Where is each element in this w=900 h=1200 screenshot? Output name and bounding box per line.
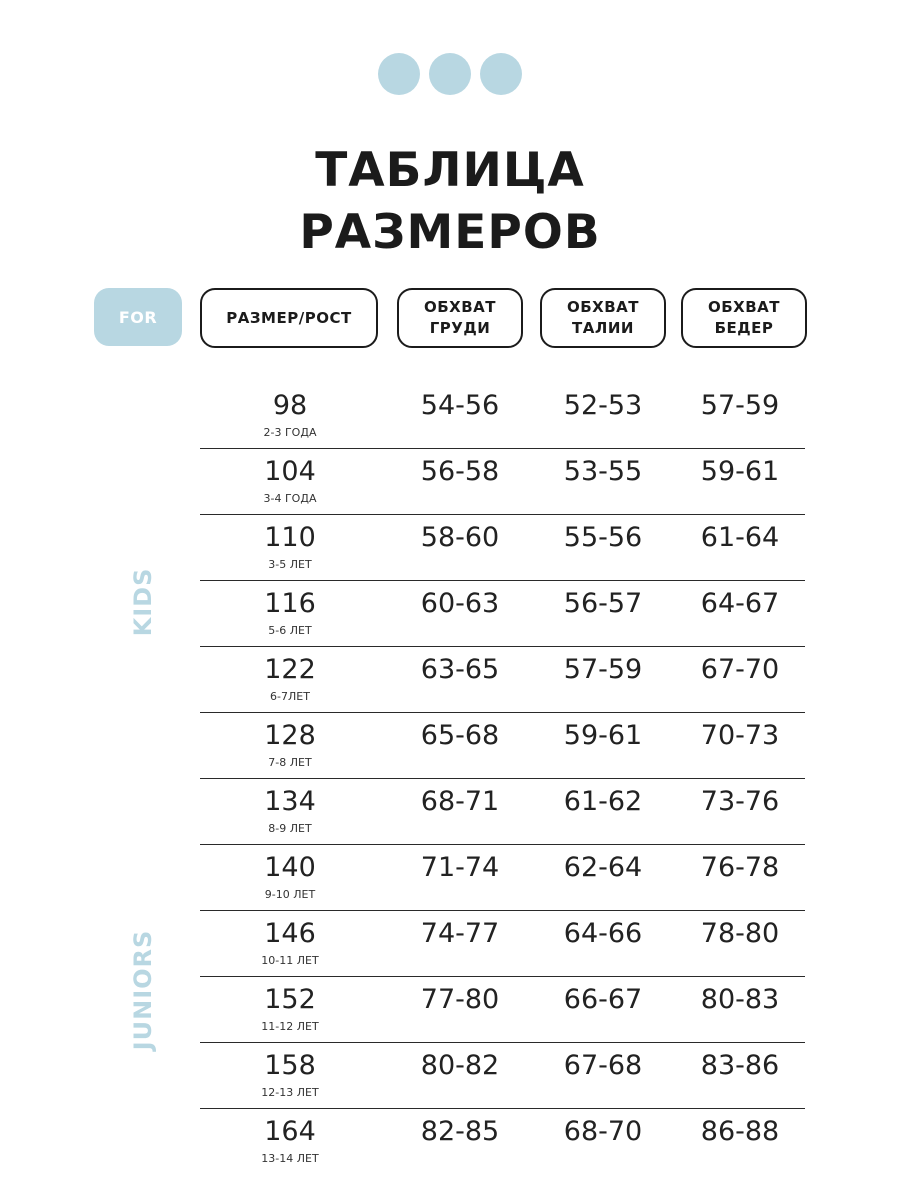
size-value: 116 bbox=[264, 588, 316, 619]
header-waist-label: ОБХВАТ ТАЛИИ bbox=[566, 298, 640, 337]
chest-value: 80-82 bbox=[420, 1050, 500, 1081]
decorative-dots bbox=[378, 53, 524, 95]
chest-value: 74-77 bbox=[420, 918, 500, 949]
waist-value: 64-66 bbox=[563, 918, 643, 949]
table-row bbox=[200, 581, 805, 647]
table-row bbox=[200, 911, 805, 977]
size-value: 128 bbox=[264, 720, 316, 751]
chest-value: 63-65 bbox=[420, 654, 500, 685]
chest-value: 54-56 bbox=[420, 390, 500, 421]
waist-value: 62-64 bbox=[563, 852, 643, 883]
size-value: 140 bbox=[264, 852, 316, 883]
dot-icon bbox=[480, 53, 522, 95]
header-size bbox=[200, 288, 378, 348]
header-chest bbox=[397, 288, 523, 348]
size-value: 110 bbox=[264, 522, 316, 553]
dot-icon bbox=[429, 53, 471, 95]
header-size-label: РАЗМЕР/РОСТ bbox=[226, 308, 352, 327]
size-value: 164 bbox=[264, 1116, 316, 1147]
age-value: 13-14 ЛЕТ bbox=[261, 1152, 319, 1165]
age-value: 8-9 ЛЕТ bbox=[268, 822, 312, 835]
chest-value: 77-80 bbox=[420, 984, 500, 1015]
size-table bbox=[200, 383, 805, 1175]
age-value: 2-3 ГОДА bbox=[263, 426, 317, 439]
age-value: 7-8 ЛЕТ bbox=[268, 756, 312, 769]
size-value: 104 bbox=[264, 456, 316, 487]
size-value: 122 bbox=[264, 654, 316, 685]
waist-value: 55-56 bbox=[563, 522, 643, 553]
hips-value: 80-83 bbox=[700, 984, 780, 1015]
chest-value: 60-63 bbox=[420, 588, 500, 619]
for-tag: FOR bbox=[94, 288, 182, 346]
age-value: 11-12 ЛЕТ bbox=[261, 1020, 319, 1033]
waist-value: 67-68 bbox=[563, 1050, 643, 1081]
header-hips-label: ОБХВАТ БЕДЕР bbox=[707, 298, 781, 337]
waist-value: 66-67 bbox=[563, 984, 643, 1015]
size-value: 134 bbox=[264, 786, 316, 817]
hips-value: 64-67 bbox=[700, 588, 780, 619]
hips-value: 83-86 bbox=[700, 1050, 780, 1081]
hips-value: 78-80 bbox=[700, 918, 780, 949]
title-line-2: РАЗМЕРОВ bbox=[299, 205, 601, 260]
table-row bbox=[200, 1043, 805, 1109]
chest-value: 71-74 bbox=[420, 852, 500, 883]
table-row bbox=[200, 977, 805, 1043]
table-row bbox=[200, 647, 805, 713]
table-row bbox=[200, 845, 805, 911]
age-value: 3-5 ЛЕТ bbox=[268, 558, 312, 571]
group-label-kids: KIDS bbox=[129, 567, 157, 637]
age-value: 12-13 ЛЕТ bbox=[261, 1086, 319, 1099]
hips-value: 73-76 bbox=[700, 786, 780, 817]
age-value: 3-4 ГОДА bbox=[263, 492, 317, 505]
size-value: 146 bbox=[264, 918, 316, 949]
chest-value: 65-68 bbox=[420, 720, 500, 751]
waist-value: 56-57 bbox=[563, 588, 643, 619]
waist-value: 53-55 bbox=[563, 456, 643, 487]
hips-value: 59-61 bbox=[700, 456, 780, 487]
chest-value: 68-71 bbox=[420, 786, 500, 817]
size-value: 98 bbox=[272, 390, 308, 421]
hips-value: 70-73 bbox=[700, 720, 780, 751]
chest-value: 58-60 bbox=[420, 522, 500, 553]
hips-value: 86-88 bbox=[700, 1116, 780, 1147]
table-row bbox=[200, 383, 805, 449]
header-hips bbox=[681, 288, 807, 348]
page-title bbox=[0, 140, 900, 264]
age-value: 6-7ЛЕТ bbox=[270, 690, 310, 703]
table-row bbox=[200, 1109, 805, 1175]
table-row bbox=[200, 515, 805, 581]
size-value: 158 bbox=[264, 1050, 316, 1081]
age-value: 9-10 ЛЕТ bbox=[264, 888, 316, 901]
table-row bbox=[200, 449, 805, 515]
dot-icon bbox=[378, 53, 420, 95]
header-waist bbox=[540, 288, 666, 348]
hips-value: 61-64 bbox=[700, 522, 780, 553]
waist-value: 52-53 bbox=[563, 390, 643, 421]
waist-value: 59-61 bbox=[563, 720, 643, 751]
group-label-juniors: JUNIORS bbox=[129, 929, 157, 1051]
age-value: 5-6 ЛЕТ bbox=[268, 624, 312, 637]
table-row bbox=[200, 713, 805, 779]
chest-value: 82-85 bbox=[420, 1116, 500, 1147]
size-value: 152 bbox=[264, 984, 316, 1015]
hips-value: 57-59 bbox=[700, 390, 780, 421]
waist-value: 61-62 bbox=[563, 786, 643, 817]
title-line-1: ТАБЛИЦА bbox=[315, 143, 585, 198]
hips-value: 76-78 bbox=[700, 852, 780, 883]
chest-value: 56-58 bbox=[420, 456, 500, 487]
waist-value: 57-59 bbox=[563, 654, 643, 685]
hips-value: 67-70 bbox=[700, 654, 780, 685]
waist-value: 68-70 bbox=[563, 1116, 643, 1147]
table-row bbox=[200, 779, 805, 845]
header-chest-label: ОБХВАТ ГРУДИ bbox=[423, 298, 497, 337]
age-value: 10-11 ЛЕТ bbox=[261, 954, 319, 967]
